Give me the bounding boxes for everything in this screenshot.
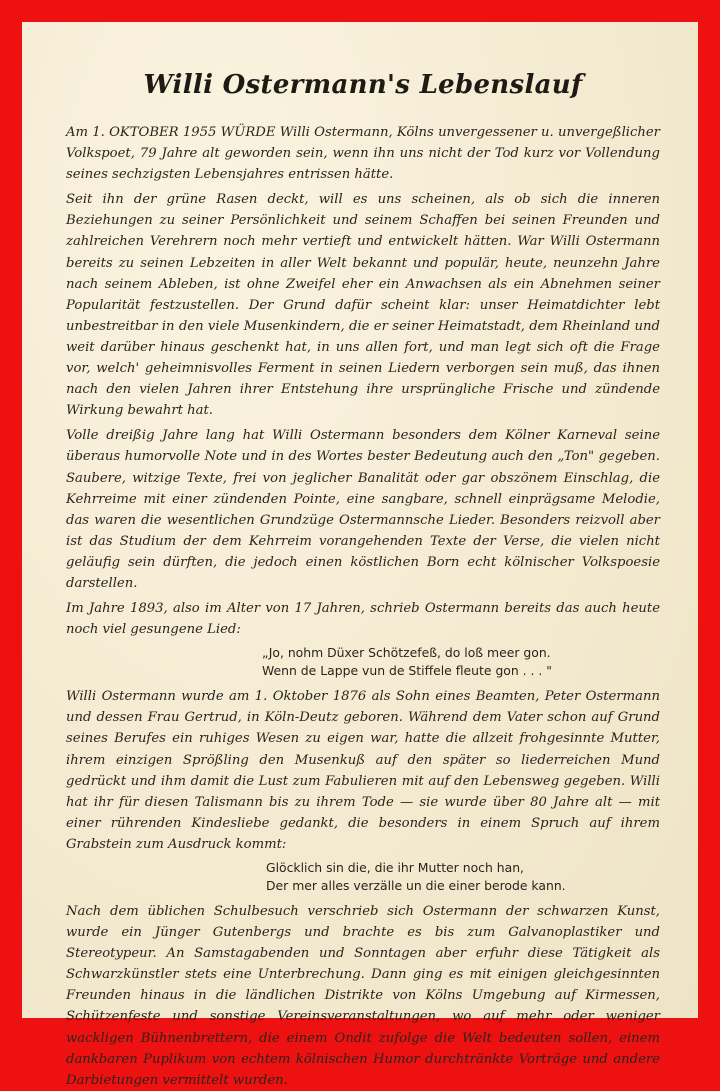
paragraph-intro: Am 1. OKTOBER 1955 WÜRDE Willi Ostermann, Kölns unvergessener u. unvergeßlicher Volkspoet, 79 Jahre alt geworden sein, wenn ihn uns nicht der Tod kurz vor Vollendung seines sechzigsten Lebensjahres entrissen hätte. bbox=[66, 125, 660, 183]
paragraph-1893: Im Jahre 1893, also im Alter von 17 Jahren, schrieb Ostermann bereits das auch heute noch viel gesungene Lied: bbox=[66, 601, 660, 638]
paragraph-birth: Willi Ostermann wurde am 1. Oktober 1876 als Sohn eines Beamten, Peter Ostermann und dessen Frau Gertrud, in Köln-Deutz geboren. Während dem Vater schon auf Grund seines Berufes ein ruhiges Wesen zu eigen war, hatte die allzeit frohgesinnte Mutter, ihrem einzigen Sprößling den Musenkuß auf den später so liederreichen Mund gedrückt und ihm damit die Lust zum Fabulieren mit auf den Lebensweg gegeben. Willi hat ihr für diesen Talismann bis zu ihrem Tode — sie wurde über 80 Jahre alt — mit einer rührenden Kindesliebe gedankt, die besonders in einem Spruch auf ihrem Grabstein zum Ausdruck kommt: bbox=[66, 689, 660, 852]
document-title: Willi Ostermann's Lebenslauf bbox=[143, 70, 583, 100]
verse-line: Der mer alles verzälle un die einer berode kann. bbox=[266, 878, 566, 893]
paragraph-career: Nach dem üblichen Schulbesuch verschrieb sich Ostermann der schwarzen Kunst, wurde ein Jünger Gutenbergs und brachte es bis zum Galvanoplastiker und Stereotypeur. An Samstagabenden und Sonntagen aber erfuhr diese Tätigkeit als Schwarzkünstler stets eine Unterbrechung. Dann ging es mit einigen gleichgesinnten Freunden hinaus in die ländlichen Distrikte von Kölns Umgebung auf Kirmessen, Schützenfeste und sonstige Vereinsveranstaltungen, wo auf mehr oder weniger wackligen Bühnenbrettern, die einem Ondit zufolge die Welt bedeuten sollen, einem dankbaren Puplikum von echtem kölnischen Humor durchtränkte Vorträge und andere Darbietungen vermittelt wurden. bbox=[66, 904, 660, 1088]
paragraph-popularity: Seit ihn der grüne Rasen deckt, will es uns scheinen, als ob sich die inneren Beziehungen zu seiner Persönlichkeit und seinem Schaffen bei seinen Freunden und zahlreichen Verehrern noch mehr vertieft und entwickelt hätten. War Willi Ostermann bereits zu seinen Lebzeiten in aller Welt bekannt und populär, heute, neunzehn Jahre nach seinem Ableben, ist ohne Zweifel eher ein Anwachsen als ein Abnehmen seiner Popularität festzustellen. Der Grund dafür scheint klar: unser Heimatdichter lebt unbestreitbar in den viele Musenkindern, die er seiner Heimatstadt, dem Rheinland und weit darüber hinaus geschenkt hat, in uns allen fort, und man legt sich oft die Frage vor, welch' geheimnisvolles Ferment in seinen Liedern verborgen sein muß, das ihnen nach den vielen Jahren ihrer Entstehung ihre ursprüngliche Frische und zündende Wirkung bewahrt hat. bbox=[66, 192, 660, 419]
verse-line: Wenn de Lappe vun de Stiffele fleute gon . . . " bbox=[262, 663, 553, 679]
verse-line: „Jo, nohm Düxer Schötzefeß, do loß meer gon. bbox=[262, 645, 551, 661]
document-page bbox=[22, 22, 698, 1088]
song-verse bbox=[66, 644, 660, 680]
verse-line: Glöcklich sin die, die ihr Mutter noch han, bbox=[266, 860, 524, 875]
gravestone-verse bbox=[66, 859, 660, 895]
paragraph-karneval: Volle dreißig Jahre lang hat Willi Ostermann besonders dem Kölner Karneval seine überaus humorvolle Note und in des Wortes bester Bedeutung auch den „Ton" gegeben. Saubere, witzige Texte, frei von jeglicher Banalität oder gar obszönem Einschlag, die Kehrreime mit einer zündenden Pointe, eine sangbare, schnell einprägsame Melodie, das waren die wesentlichen Grundzüge Ostermannsche Lieder. Besonders reizvoll aber ist das Studium der dem Kehrreim vorangehenden Texte der Verse, die vielen nicht geläufig sein dürften, die jedoch einen köstlichen Born echt kölnischer Volkspoesie darstellen. bbox=[66, 428, 660, 591]
